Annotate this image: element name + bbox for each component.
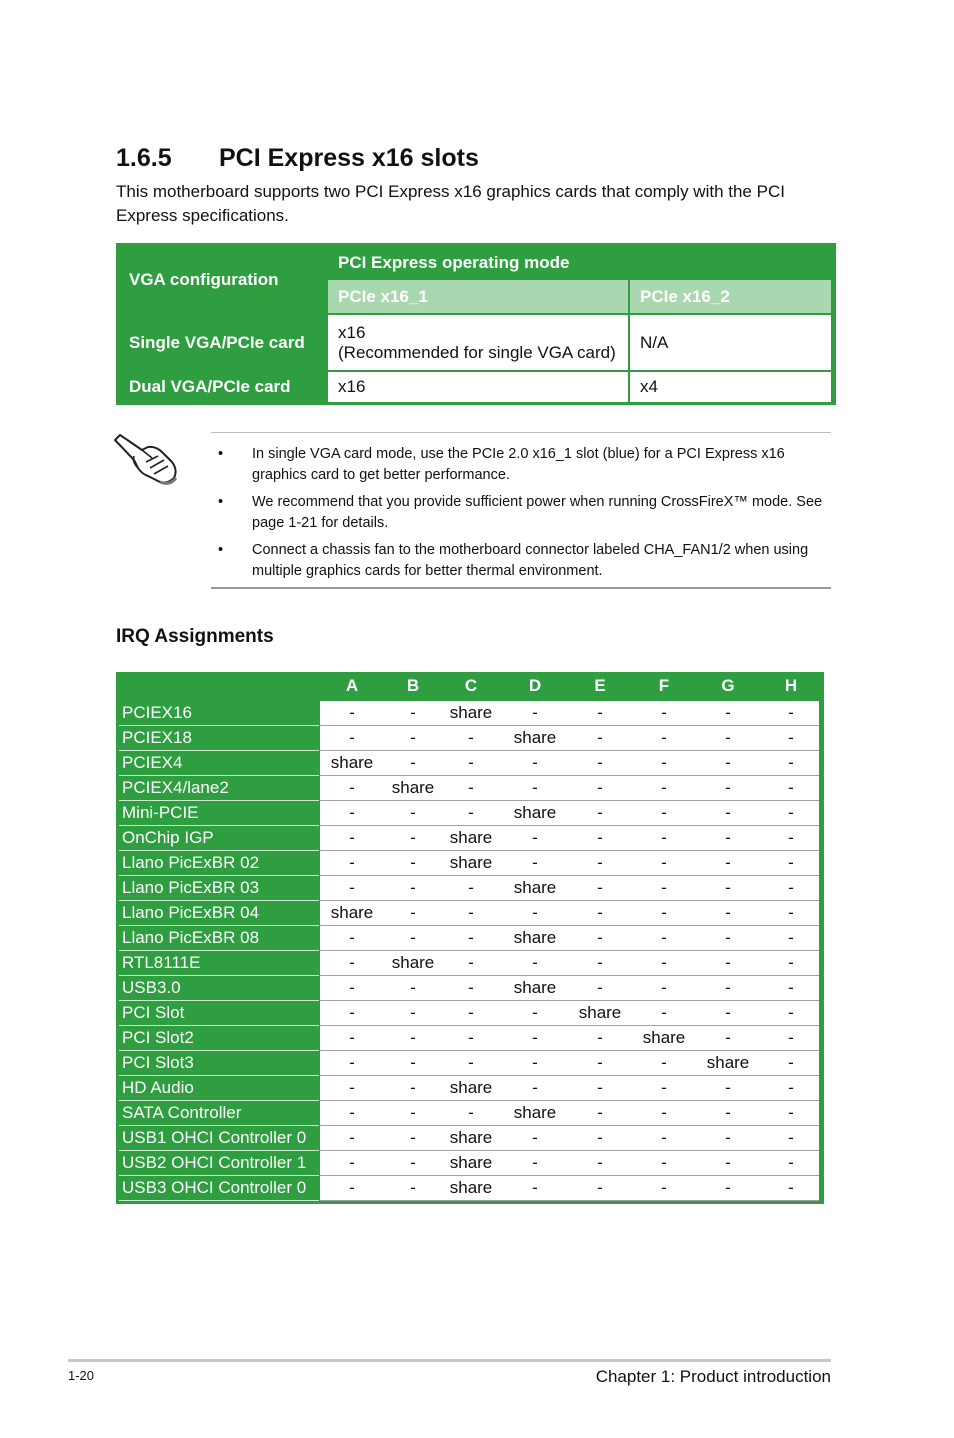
irq-device-name: Llano PicExBR 04 [122,903,260,922]
irq-value-cell: - [725,903,731,922]
irq-value-cell: - [349,1078,355,1097]
irq-value-cell: - [597,903,603,922]
irq-value-cell: share [449,828,493,847]
irq-device-name: USB3 OHCI Controller 0 [122,1178,307,1197]
irq-values-cell-group [320,1101,819,1125]
irq-value-cell: - [725,778,731,797]
irq-value-cell: - [468,728,474,747]
irq-value-cell: - [532,778,538,797]
irq-table-row [116,876,824,901]
irq-value-cell: share [513,728,557,747]
vga-config-header: VGA configuration [129,270,279,289]
irq-value-cell: - [349,778,355,797]
irq-value-cell: - [410,853,416,872]
irq-value-cell: - [349,1178,355,1197]
irq-value-cell: - [349,953,355,972]
irq-value-cell: - [661,1078,667,1097]
irq-device-name: Llano PicExBR 02 [122,853,260,872]
irq-value-cell: - [532,753,538,772]
irq-device-name: PCI Slot [122,1003,185,1022]
irq-value-cell: - [661,953,667,972]
hand-pointing-icon [112,432,182,488]
irq-value-cell: - [410,1153,416,1172]
single-vga-x16-1 [328,315,628,370]
irq-device-name: Llano PicExBR 08 [122,928,260,947]
irq-value-cell: - [661,1103,667,1122]
irq-values-cell-group [320,776,819,800]
irq-device-name: PCI Slot3 [122,1053,194,1072]
irq-value-cell: - [532,1053,538,1072]
irq-column-header: G [721,676,735,695]
irq-values-cell-group [320,1026,819,1050]
irq-value-cell: - [410,878,416,897]
irq-value-cell: share [513,928,557,947]
dual-vga-x16-1: x16 [328,372,628,402]
irq-value-cell: - [788,903,794,922]
irq-value-cell: - [410,1103,416,1122]
irq-table-row [116,801,824,826]
irq-value-cell: - [410,978,416,997]
irq-value-cell: share [449,1178,493,1197]
irq-value-cell: - [661,1153,667,1172]
note-item: • Connect a chassis fan to the motherboard connector labeled CHA_FAN1/2 when using multiple graphics cards for better thermal environment. [218,542,809,579]
irq-value-cell: - [788,878,794,897]
irq-value-cell: - [597,1128,603,1147]
irq-value-cell: - [725,828,731,847]
irq-value-cell: - [468,1003,474,1022]
vga-configuration-table [116,243,836,405]
single-vga-label: Single VGA/PCIe card [129,332,305,352]
irq-value-cell: - [725,1128,731,1147]
irq-value-cell: - [468,903,474,922]
note-item: • In single VGA card mode, use the PCIe 2.0 x16_1 slot (blue) for a PCI Express x16 graphics card to get better performance. [218,446,785,483]
irq-column-header: A [345,676,359,695]
irq-value-cell: - [468,953,474,972]
irq-value-cell: share [449,853,493,872]
irq-values-cell-group [320,1176,819,1200]
irq-value-cell: - [725,1078,731,1097]
irq-value-cell: - [597,1178,603,1197]
irq-value-cell: - [410,1053,416,1072]
irq-values-cell-group [320,976,819,1000]
irq-value-cell: - [788,753,794,772]
irq-value-cell: - [349,828,355,847]
irq-value-cell: - [725,1003,731,1022]
irq-values-cell-group [320,826,819,850]
irq-device-name: PCIEX4 [122,753,183,772]
irq-value-cell: - [349,1003,355,1022]
irq-value-cell: - [532,853,538,872]
irq-value-cell: share [391,953,435,972]
irq-device-name: Llano PicExBR 03 [122,878,260,897]
row-divider [119,1200,319,1201]
irq-table-row [116,726,824,751]
irq-value-cell: - [661,1128,667,1147]
irq-table-row [116,976,824,1001]
irq-value-cell: - [725,928,731,947]
irq-value-cell: - [410,1003,416,1022]
irq-device-name: OnChip IGP [122,828,214,847]
irq-table-row [116,1176,824,1201]
irq-device-name: PCI Slot2 [122,1028,194,1047]
section-heading [116,144,479,173]
section-title: PCI Express x16 slots [219,144,479,172]
irq-value-cell: - [410,1078,416,1097]
irq-values-cell-group [320,851,819,875]
intro-paragraph: This motherboard supports two PCI Express x16 graphics cards that comply with the PCI Express specifications. [116,182,785,225]
irq-values-cell-group [320,1076,819,1100]
irq-value-cell: - [788,1003,794,1022]
irq-value-cell: - [349,1028,355,1047]
irq-value-cell: - [468,1053,474,1072]
irq-value-cell: - [788,1153,794,1172]
irq-value-cell: share [578,1003,622,1022]
irq-value-cell: - [725,978,731,997]
irq-table-row [116,1051,824,1076]
pcie-x16-2-header: PCIe x16_2 [630,280,831,313]
irq-value-cell: - [410,1128,416,1147]
irq-value-cell: - [532,828,538,847]
irq-value-cell: - [468,1028,474,1047]
irq-device-name: PCIEX16 [122,703,192,722]
irq-value-cell: - [468,778,474,797]
irq-value-cell: share [706,1053,750,1072]
irq-value-cell: - [532,1028,538,1047]
irq-value-cell: - [349,803,355,822]
irq-value-cell: - [468,803,474,822]
irq-device-name: RTL8111E [122,953,201,972]
irq-value-cell: - [661,1003,667,1022]
irq-values-cell-group [320,726,819,750]
irq-value-cell: - [410,828,416,847]
irq-value-cell: - [725,953,731,972]
irq-value-cell: - [597,1078,603,1097]
irq-value-cell: - [597,1103,603,1122]
irq-value-cell: - [725,1178,731,1197]
note-list [218,444,823,588]
irq-values-cell-group [320,926,819,950]
irq-value-cell: - [410,903,416,922]
irq-value-cell: - [661,803,667,822]
irq-table-row [116,1126,824,1151]
irq-values-cell-group [320,951,819,975]
irq-value-cell: - [788,953,794,972]
dual-vga-x16-2: x4 [630,372,831,402]
irq-table-row [116,1076,824,1101]
irq-value-cell: - [725,728,731,747]
irq-column-header: F [658,676,670,695]
irq-value-cell: - [788,1103,794,1122]
irq-value-cell: - [597,803,603,822]
irq-value-cell: - [532,1153,538,1172]
irq-value-cell: - [661,878,667,897]
irq-value-cell: - [532,1178,538,1197]
irq-table-row [116,951,824,976]
operating-mode-header: PCI Express operating mode [338,252,570,272]
irq-values-cell-group [320,876,819,900]
irq-device-name: PCIEX4/lane2 [122,778,229,797]
irq-value-cell: - [661,1178,667,1197]
single-vga-x16-1-mode: x16 [338,322,366,342]
irq-value-cell: - [788,1053,794,1072]
irq-value-cell: - [410,928,416,947]
irq-value-cell: - [661,928,667,947]
irq-value-cell: - [597,978,603,997]
irq-value-cell: - [725,803,731,822]
irq-values-cell-group [320,751,819,775]
irq-value-cell: - [349,853,355,872]
irq-value-cell: - [788,853,794,872]
irq-device-name: PCIEX18 [122,728,192,747]
irq-value-cell: - [349,1153,355,1172]
note-bottom-rule [211,587,831,589]
irq-column-header: B [406,676,420,695]
irq-values-cell-group [320,1051,819,1075]
irq-value-cell: share [642,1028,686,1047]
irq-value-cell: - [532,703,538,722]
irq-value-cell: - [349,1053,355,1072]
irq-value-cell: - [725,853,731,872]
irq-value-cell: - [410,753,416,772]
irq-values-cell-group [320,1001,819,1025]
irq-device-name: USB2 OHCI Controller 1 [122,1153,307,1172]
irq-value-cell: - [349,1103,355,1122]
irq-value-cell: - [349,978,355,997]
irq-value-cell: - [349,1128,355,1147]
irq-column-header: C [464,676,478,695]
irq-value-cell: share [449,1078,493,1097]
irq-value-cell: - [788,1178,794,1197]
irq-value-cell: - [661,1053,667,1072]
irq-table-row [116,851,824,876]
irq-table-row [116,1151,824,1176]
irq-column-header: D [528,676,542,695]
irq-device-name: SATA Controller [122,1103,242,1122]
irq-value-cell: - [597,778,603,797]
irq-value-cell: - [532,1078,538,1097]
irq-title: IRQ Assignments [116,626,274,647]
irq-value-cell: - [788,803,794,822]
irq-device-name: Mini-PCIE [122,803,199,822]
irq-value-cell: - [468,878,474,897]
irq-value-cell: - [788,728,794,747]
irq-value-cell: - [661,828,667,847]
irq-table-row [116,1026,824,1051]
irq-assignments-table [116,672,824,1204]
irq-value-cell: share [449,1128,493,1147]
irq-column-header: E [594,676,606,695]
irq-column-header: H [784,676,798,695]
irq-values-cell-group [320,801,819,825]
irq-value-cell: - [349,728,355,747]
irq-value-cell: - [597,703,603,722]
irq-values-cell-group [320,701,819,725]
irq-values-cell-group [320,1151,819,1175]
irq-value-cell: - [532,903,538,922]
irq-value-cell: - [532,953,538,972]
single-vga-x16-2: N/A [630,315,831,370]
section-number: 1.6.5 [116,144,172,172]
irq-value-cell: - [788,703,794,722]
single-vga-x16-1-note: (Recommended for single VGA card) [338,342,616,362]
irq-value-cell: - [597,853,603,872]
irq-value-cell: - [661,728,667,747]
pcie-x16-1-header: PCIe x16_1 [328,280,628,313]
irq-value-cell: - [349,703,355,722]
irq-value-cell: - [725,703,731,722]
irq-table-row [116,901,824,926]
irq-value-cell: - [468,753,474,772]
note-top-rule [211,432,831,433]
irq-value-cell: - [597,828,603,847]
irq-value-cell: - [725,878,731,897]
irq-table-row [116,1101,824,1126]
irq-values-cell-group [320,901,819,925]
irq-device-name: USB1 OHCI Controller 0 [122,1128,307,1147]
irq-value-cell: - [661,853,667,872]
irq-table-row [116,701,824,726]
row-divider [320,1200,819,1201]
note-item: • We recommend that you provide sufficient power when running CrossFireX™ mode. See page 1-21 for details. [218,494,823,531]
irq-value-cell: - [410,1178,416,1197]
irq-value-cell: - [661,703,667,722]
irq-value-cell: - [788,1028,794,1047]
irq-value-cell: - [661,903,667,922]
irq-value-cell: - [788,1128,794,1147]
irq-value-cell: - [597,753,603,772]
irq-value-cell: - [410,1028,416,1047]
irq-value-cell: share [513,1103,557,1122]
irq-value-cell: - [597,1028,603,1047]
irq-value-cell: - [468,978,474,997]
irq-value-cell: - [532,1128,538,1147]
irq-value-cell: - [349,928,355,947]
irq-device-name: USB3.0 [122,978,181,997]
irq-value-cell: - [661,753,667,772]
irq-value-cell: - [410,728,416,747]
footer-rule [68,1359,831,1362]
irq-value-cell: - [597,928,603,947]
irq-value-cell: - [597,878,603,897]
irq-value-cell: - [788,978,794,997]
irq-value-cell: - [788,828,794,847]
irq-value-cell: - [788,778,794,797]
irq-table-row [116,751,824,776]
irq-value-cell: share [449,703,493,722]
irq-value-cell: - [597,953,603,972]
chapter-title: Chapter 1: Product introduction [595,1367,831,1386]
irq-value-cell: - [349,878,355,897]
irq-value-cell: - [725,1103,731,1122]
irq-value-cell: share [391,778,435,797]
irq-value-cell: share [513,978,557,997]
irq-value-cell: - [597,1053,603,1072]
irq-value-cell: - [661,978,667,997]
irq-value-cell: share [330,903,374,922]
irq-value-cell: - [532,1003,538,1022]
irq-value-cell: - [468,1103,474,1122]
irq-value-cell: - [725,1153,731,1172]
irq-values-cell-group [320,1126,819,1150]
irq-table-row [116,1001,824,1026]
irq-value-cell: - [597,728,603,747]
irq-value-cell: share [330,753,374,772]
irq-value-cell: - [410,703,416,722]
irq-value-cell: - [725,753,731,772]
irq-value-cell: - [597,1153,603,1172]
irq-device-name: HD Audio [122,1078,194,1097]
irq-value-cell: - [788,1078,794,1097]
irq-value-cell: share [449,1153,493,1172]
irq-table-row [116,776,824,801]
dual-vga-label: Dual VGA/PCIe card [129,377,291,396]
irq-value-cell: - [468,928,474,947]
irq-table-row [116,926,824,951]
irq-table-row [116,826,824,851]
irq-value-cell: - [788,928,794,947]
irq-value-cell: - [661,778,667,797]
irq-value-cell: share [513,878,557,897]
irq-value-cell: - [725,1028,731,1047]
irq-value-cell: - [410,803,416,822]
page-number: 1-20 [68,1368,95,1383]
irq-value-cell: share [513,803,557,822]
